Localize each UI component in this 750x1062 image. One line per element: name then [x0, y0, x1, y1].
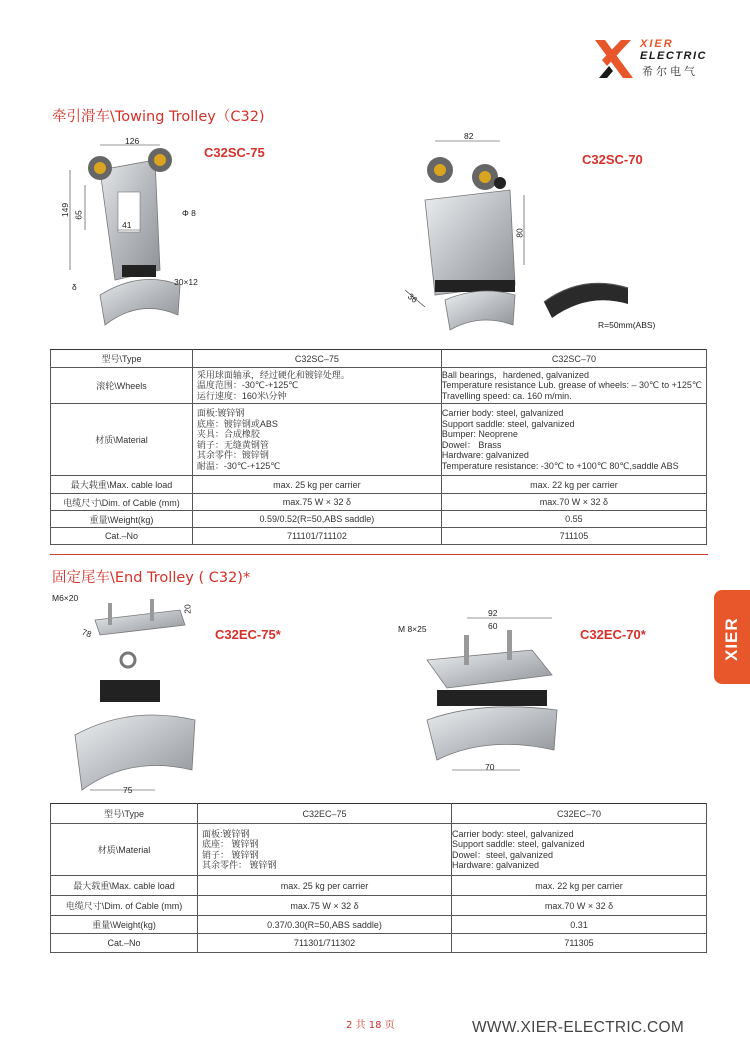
table-row — [51, 350, 707, 368]
load-label: 最大载重\Max. cable load — [51, 876, 198, 896]
material-cn-line: 面板:镀锌钢 — [202, 828, 250, 839]
material-en-line: Carrier body: steel, galvanized — [441, 408, 564, 418]
table-row — [51, 404, 707, 476]
material-en-line: Hardware: galvanized — [452, 860, 540, 870]
material-cn — [192, 404, 441, 476]
wheels-en-line: Ball bearings，hardened, galvanized — [441, 369, 589, 380]
load-label: 最大载重\Max. cable load — [51, 476, 193, 494]
brand-logo-icon — [593, 38, 635, 80]
weight-c32sc75: 0.59/0.52(R=50,ABS saddle) — [192, 511, 441, 528]
material-en — [452, 824, 707, 876]
material-label: 材质\Material — [51, 824, 198, 876]
brand-name-xier: XIER — [640, 38, 674, 50]
material-cn-line: 其余零件： 镀锌钢 — [202, 860, 277, 870]
table-row — [51, 511, 707, 528]
dim-delta: δ — [72, 282, 77, 292]
end-spec-table — [50, 803, 707, 953]
cable-dim-c32ec70: max.70 W × 32 δ — [452, 896, 707, 916]
dim-radius-abs: R=50mm(ABS) — [598, 320, 656, 330]
cat-c32sc75: 711101/711102 — [192, 528, 441, 545]
dim-hole-phi8: Φ 8 — [182, 208, 196, 218]
cable-dim-c32sc70: max.70 W × 32 δ — [441, 494, 706, 511]
material-cn-line: 底座：镀锌钢或ABS — [196, 418, 278, 429]
material-en-line: Carrier body: steel, galvanized — [452, 828, 574, 839]
table-row — [51, 368, 707, 404]
table-row — [51, 896, 707, 916]
model-label-c32sc70: C32SC-70 — [582, 152, 643, 167]
cat-c32ec70: 711305 — [452, 934, 707, 953]
cat-label: Cat.–No — [51, 528, 193, 545]
weight-label: 重量\Weight(kg) — [51, 916, 198, 934]
material-cn-line: 夹具：合成橡胶 — [196, 429, 260, 439]
abs-saddle-drawing — [542, 278, 632, 323]
table-row — [51, 916, 707, 934]
weight-c32ec70: 0.31 — [452, 916, 707, 934]
dim-height-80: 80 — [514, 228, 525, 238]
material-cn-line: 销子：无缝黄钢管 — [196, 439, 269, 450]
type-label: 型号\Type — [51, 350, 193, 368]
dim-height-149: 149 — [60, 202, 71, 218]
section-divider — [50, 554, 708, 555]
cable-dim-c32ec75: max.75 W × 32 δ — [198, 896, 452, 916]
cat-label: Cat.–No — [51, 934, 198, 953]
material-cn-line: 销子： 镀锌钢 — [202, 849, 259, 860]
material-en-line: Dowel：steel, galvanized — [452, 849, 554, 860]
dim-inner-41: 41 — [122, 220, 132, 230]
section-title-towing: 牵引滑车\Towing Trolley（C32) — [52, 109, 265, 125]
material-cn-line: 底座： 镀锌钢 — [202, 839, 259, 849]
weight-c32ec75: 0.37/0.30(R=50,ABS saddle) — [198, 916, 452, 934]
wheels-en-line: Temperature resistance Lub. grease of wheels: – 30℃ to +125℃ — [441, 380, 702, 391]
table-row — [51, 876, 707, 896]
load-c32ec75: max. 25 kg per carrier — [198, 876, 452, 896]
material-cn — [198, 824, 452, 876]
wheels-label: 滚轮\Wheels — [51, 368, 193, 404]
load-c32ec70: max. 22 kg per carrier — [452, 876, 707, 896]
brand-name-electric: ELECTRIC — [640, 50, 707, 62]
end-trolley-c32ec75-drawing — [60, 595, 210, 795]
type-c32sc75: C32SC–75 — [192, 350, 441, 368]
material-en-line: Hardware: galvanized — [441, 450, 529, 460]
dim-depth-36: 36 — [405, 291, 420, 305]
dim-length-78: 78 — [80, 626, 93, 640]
dim-width-82: 82 — [464, 131, 474, 141]
table-row — [51, 494, 707, 511]
type-c32ec75: C32EC–75 — [198, 804, 452, 824]
cable-dim-c32sc75: max.75 W × 32 δ — [192, 494, 441, 511]
table-row — [51, 934, 707, 953]
dim-slot-30x12: 30×12 — [174, 277, 198, 287]
model-label-c32ec70: C32EC-70* — [580, 627, 646, 642]
website-url[interactable]: WWW.XIER-ELECTRIC.COM — [472, 1019, 685, 1036]
page-number: 2 共 18 页 — [346, 1020, 395, 1031]
cable-dim-label: 电缆尺寸\Dim. of Cable (mm) — [51, 896, 198, 916]
end-trolley-c32ec70-drawing — [412, 610, 562, 780]
type-c32ec70: C32EC–70 — [452, 804, 707, 824]
dim-bolt-m6x20: M6×20 — [52, 593, 79, 603]
material-en-line: Dowel： Brass — [441, 439, 502, 450]
material-en-line: Bumper: Neoprene — [441, 429, 518, 439]
cat-c32ec75: 711301/711302 — [198, 934, 452, 953]
type-label: 型号\Type — [51, 804, 198, 824]
weight-label: 重量\Weight(kg) — [51, 511, 193, 528]
load-c32sc75: max. 25 kg per carrier — [192, 476, 441, 494]
material-en — [441, 404, 706, 476]
wheels-cn-line: 采用球面轴承，经过硬化和镀锌处理。 — [196, 369, 350, 380]
side-brand-tab-label: XIER — [722, 617, 741, 661]
dim-bolt-m8x25: M 8×25 — [398, 624, 427, 634]
wheels-cn-line: 温度范围：-30℃-+125℃ — [196, 380, 299, 391]
cable-dim-label: 电缆尺寸\Dim. of Cable (mm) — [51, 494, 193, 511]
material-cn-line: 面板:镀锌钢 — [196, 408, 245, 418]
section-title-end: 固定尾车\End Trolley ( C32)* — [52, 570, 251, 586]
table-row — [51, 528, 707, 545]
load-c32sc70: max. 22 kg per carrier — [441, 476, 706, 494]
towing-spec-table — [50, 349, 707, 545]
material-label: 材质\Material — [51, 404, 193, 476]
dim-inner-65: 65 — [73, 210, 84, 220]
dim-width-126: 126 — [125, 136, 140, 146]
wheels-en — [441, 368, 706, 404]
towing-trolley-c32sc75-drawing — [60, 130, 220, 330]
material-cn-line: 耐温：-30℃-+125℃ — [196, 460, 281, 471]
dim-length-92: 92 — [488, 608, 498, 618]
brand-name-cn: 希尔电气 — [642, 65, 698, 78]
material-en-line: Temperature resistance: -30℃ to +100℃ 80℃,saddle ABS — [441, 460, 679, 471]
model-label-c32ec75: C32EC-75* — [215, 627, 281, 642]
material-en-line: Support saddle: steel, galvanized — [441, 418, 575, 429]
dim-height-20: 20 — [182, 604, 193, 614]
model-label-c32sc75: C32SC-75 — [204, 145, 265, 160]
material-cn-line: 其余零件：镀锌钢 — [196, 450, 269, 460]
side-brand-tab — [714, 590, 750, 684]
cat-c32sc70: 711105 — [441, 528, 706, 545]
wheels-en-line: Travelling speed: ca. 160 m/min. — [441, 390, 572, 401]
weight-c32sc70: 0.55 — [441, 511, 706, 528]
dim-inner-60: 60 — [488, 621, 498, 631]
dim-width-70: 70 — [485, 762, 495, 772]
table-row — [51, 824, 707, 876]
wheels-cn — [192, 368, 441, 404]
table-row — [51, 476, 707, 494]
material-en-line: Support saddle: steel, galvanized — [452, 839, 585, 849]
wheels-cn-line: 运行速度：160米\分钟 — [196, 390, 287, 401]
dim-width-75: 75 — [123, 785, 133, 795]
table-row — [51, 804, 707, 824]
type-c32sc70: C32SC–70 — [441, 350, 706, 368]
